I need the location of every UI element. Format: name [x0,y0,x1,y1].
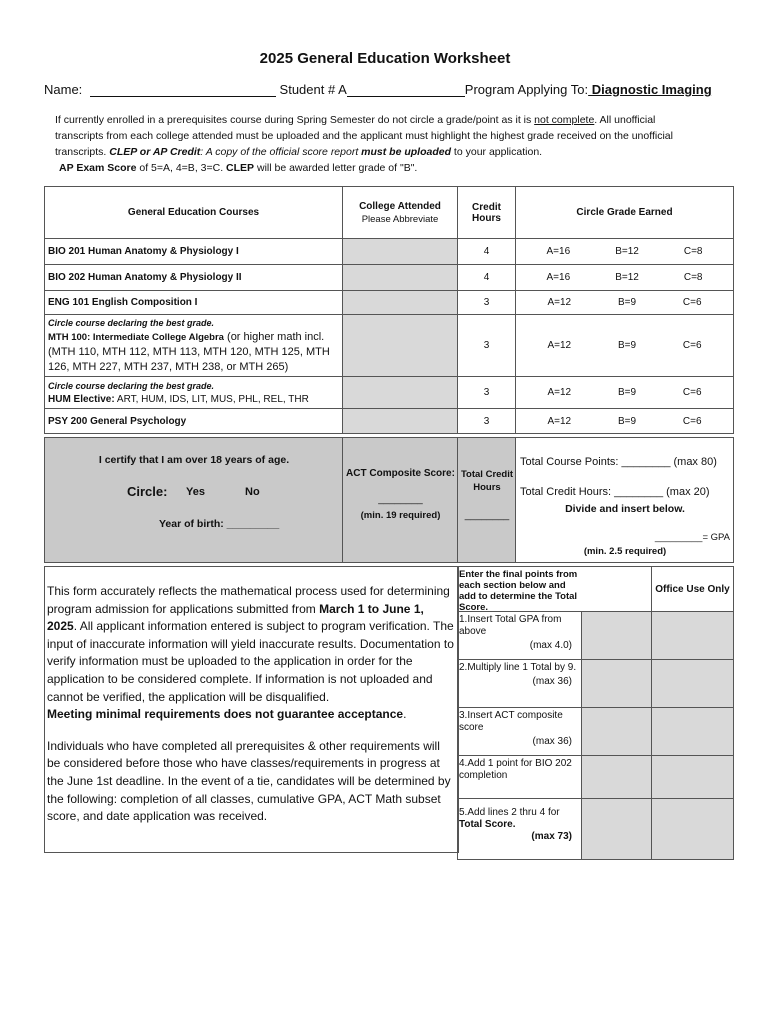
grade-b[interactable]: B=12 [615,246,639,257]
score-calculation-table [457,566,734,860]
total-credit-hours-line[interactable]: Total Credit Hours: ________ (max 20) [520,486,710,498]
college-field[interactable] [343,265,458,291]
office-use-cell [652,756,734,799]
divide-instruction: Divide and insert below. [565,503,685,515]
calc-step-cell [458,799,652,860]
grade-b[interactable]: B=12 [615,272,639,283]
year-of-birth-field[interactable]: Year of birth: _________ [159,518,280,530]
step-max: (max 73) [531,831,572,842]
grade-b[interactable]: B=9 [617,387,637,398]
step-5-input[interactable] [582,799,651,859]
table-row [45,377,734,409]
step-text: 1.Insert Total GPA from above [459,614,562,637]
course-note: Circle course declaring the best grade. [48,380,215,391]
office-use-cell [652,660,734,708]
policy-text: This form accurately reflects the mathematical process used for determining program admission for applications submitted from [47,584,450,616]
office-use-cell [652,799,734,860]
grade-options [516,265,734,291]
header-college-sub: Please Abbreviate [361,213,439,225]
instr-text: . All unofficial [594,114,656,126]
student-number-field[interactable] [347,83,465,97]
instr-text: to your application. [451,146,543,158]
instr-text: not complete [534,114,595,126]
instr-text: must be uploaded [361,146,452,158]
calc-step-1 [458,612,582,659]
office-use-cell [652,612,734,660]
applicant-info-row [44,82,734,97]
grade-c[interactable]: C=8 [683,272,703,283]
act-label: ACT Composite Score: [346,468,455,479]
instructions [55,112,735,176]
calc-step-cell [458,708,652,756]
instr-text: transcripts. [55,146,110,158]
total-course-points[interactable]: Total Course Points: ________ (max 80) [520,456,717,468]
step-max: (max 36) [532,736,572,747]
certify-text: I certify that I am over 18 years of age. [98,454,290,466]
instr-text: CLEP or AP Credit [109,146,201,158]
step-max: (max 4.0) [529,640,572,651]
grade-b[interactable]: B=9 [617,297,637,308]
page-title: 2025 General Education Worksheet [259,50,511,67]
office-use-header: Office Use Only [652,567,734,612]
course-name: ENG 101 English Composition I [45,291,343,315]
course-note: Circle course declaring the best grade. [48,318,215,328]
act-score [343,438,458,562]
table-row [45,409,734,434]
grade-c[interactable]: C=6 [682,340,702,351]
name-label: Name: [44,82,83,97]
calc-step-5 [458,799,582,859]
credit-hours: 3 [458,315,516,377]
calc-step-2 [458,660,582,707]
credit-hours: 4 [458,265,516,291]
step-4-input[interactable] [582,756,651,798]
program-value: Diagnostic Imaging [588,82,712,97]
act-input-line[interactable]: ________ [378,494,423,505]
course-name-bold: HUM Elective: [48,393,115,405]
no-option[interactable]: No [245,486,260,498]
grade-a[interactable]: A=12 [547,340,572,351]
grade-options [516,315,734,377]
name-field[interactable] [90,83,276,97]
header-college-label: College Attended [359,200,441,212]
step-text-bold: Total Score. [459,819,516,830]
grade-options [516,409,734,434]
college-field[interactable] [343,377,458,409]
policy-warning: Meeting minimal requirements does not guarantee acceptance [47,707,404,722]
table-row [45,291,734,315]
grade-options [516,291,734,315]
college-field[interactable] [343,315,458,377]
credit-hours: 3 [458,291,516,315]
summary-section [44,437,734,563]
policy-paragraph [47,583,456,724]
header-credit: Credit Hours [458,187,516,239]
grade-options [516,239,734,265]
header-courses: General Education Courses [45,187,343,239]
course-name: BIO 201 Human Anatomy & Physiology I [45,239,343,265]
college-field[interactable] [343,239,458,265]
step-3-input[interactable] [582,708,651,755]
tch-label: Total Credit Hours [460,469,514,493]
table-row [45,265,734,291]
course-name [45,315,343,377]
college-field[interactable] [343,409,458,434]
instr-text: transcripts from each college attended must be uploaded and the applicant must highlight the highest grade received on the unofficial [55,130,673,142]
step-1-input[interactable] [582,612,651,659]
calc-header: Enter the final points from each section below and add to determine the Total Score. [459,569,578,613]
step-text: 3.Insert ACT composite score [459,710,563,733]
table-row [45,239,734,265]
grade-c[interactable]: C=8 [683,246,703,257]
policy-text: . [403,707,407,722]
course-name [45,377,343,409]
grade-a[interactable]: A=12 [547,415,572,427]
table-row [45,315,734,377]
grade-c[interactable]: C=6 [682,415,702,427]
grade-b[interactable]: B=9 [617,340,637,351]
instr-text: If currently enrolled in a prerequisites course during Spring Semester do not circle a grade/point as it is [55,114,535,126]
age-certification [45,438,343,562]
instr-text: AP Exam Score [59,162,137,174]
office-use-cell [652,708,734,756]
course-name-detail: (or higher math incl. (MTH 110, MTH 112, MTH 113, MTH 120, MTH 125, MTH 126, MTH 227, MTH 237, MTH 238, or MTH 265) [48,331,330,373]
grade-b[interactable]: B=9 [617,415,637,427]
course-name: BIO 202 Human Anatomy & Physiology II [45,265,343,291]
instr-text: will be awarded letter grade of "B". [254,162,418,174]
tch-input-line[interactable]: ________ [464,510,510,521]
college-field[interactable] [343,291,458,315]
grade-options [516,377,734,409]
grade-c[interactable]: C=6 [682,387,702,398]
step-max: (max 36) [532,676,572,687]
calc-step-cell [458,660,652,708]
credit-hours: 4 [458,239,516,265]
course-name-detail: ART, HUM, IDS, LIT, MUS, PHL, REL, THR [114,393,309,405]
yes-option[interactable]: Yes [186,486,205,498]
policy-text: . All applicant information entered is subject to program verification. The input of inaccurate information will yield inaccurate results. Documentation to verify information must be uploaded to the application in order for the application to be considered complete. If information is not uploaded and cannot be verified, the application will be disqualified. [47,619,454,704]
grade-a[interactable]: A=16 [546,246,571,257]
gpa-min: (min. 2.5 required) [583,546,667,557]
credit-hours: 3 [458,409,516,434]
header-grade: Circle Grade Earned [516,187,734,239]
course-name: PSY 200 General Psychology [45,409,343,434]
policy-dates: March 1 to June 1, 2025 [47,601,424,634]
grade-a[interactable]: A=16 [546,272,571,283]
calc-step-3 [458,708,582,755]
admission-policy [44,566,459,853]
step-2-input[interactable] [582,660,651,707]
instr-text: of 5=A, 4=B, 3=C. [136,162,227,174]
course-name-bold: MTH 100: Intermediate College Algebra [48,332,224,343]
calc-step-4: 4.Add 1 point for BIO 202 completion [458,756,582,798]
calc-step-cell [458,756,652,799]
calc-header-spacer [582,567,651,611]
grade-a[interactable]: A=12 [547,297,572,308]
instr-text: CLEP [226,162,255,174]
courses-table [44,186,734,434]
instr-text: : A copy of the official score report [200,146,362,158]
program-label: Program Applying To: [464,82,589,97]
policy-paragraph: Individuals who have completed all prerequisites & other requirements will be considered before those who have classes/requirements in progress at the June 1st deadline. In the event of a tie, candidates will be determined by the following: completion of all classes, cumulative GPA, ACT Math subset score, and date application was received. [47,738,451,824]
gpa-line[interactable]: _________= GPA [654,532,730,543]
act-min: (min. 19 required) [360,510,441,521]
grade-a[interactable]: A=12 [547,387,572,398]
calc-step-cell [458,612,652,660]
calc-header-cell [458,567,652,612]
step-text: 5.Add lines 2 thru 4 for [459,807,560,818]
step-text: 2.Multiply line 1 Total by 9. [459,662,577,673]
student-number-label: Student # A [279,82,347,97]
credit-hours: 3 [458,377,516,409]
circle-label: Circle: [127,484,168,499]
grade-c[interactable]: C=6 [682,297,702,308]
gpa-calculation [516,438,733,562]
header-college [343,187,458,239]
total-credit-hours [458,438,516,562]
